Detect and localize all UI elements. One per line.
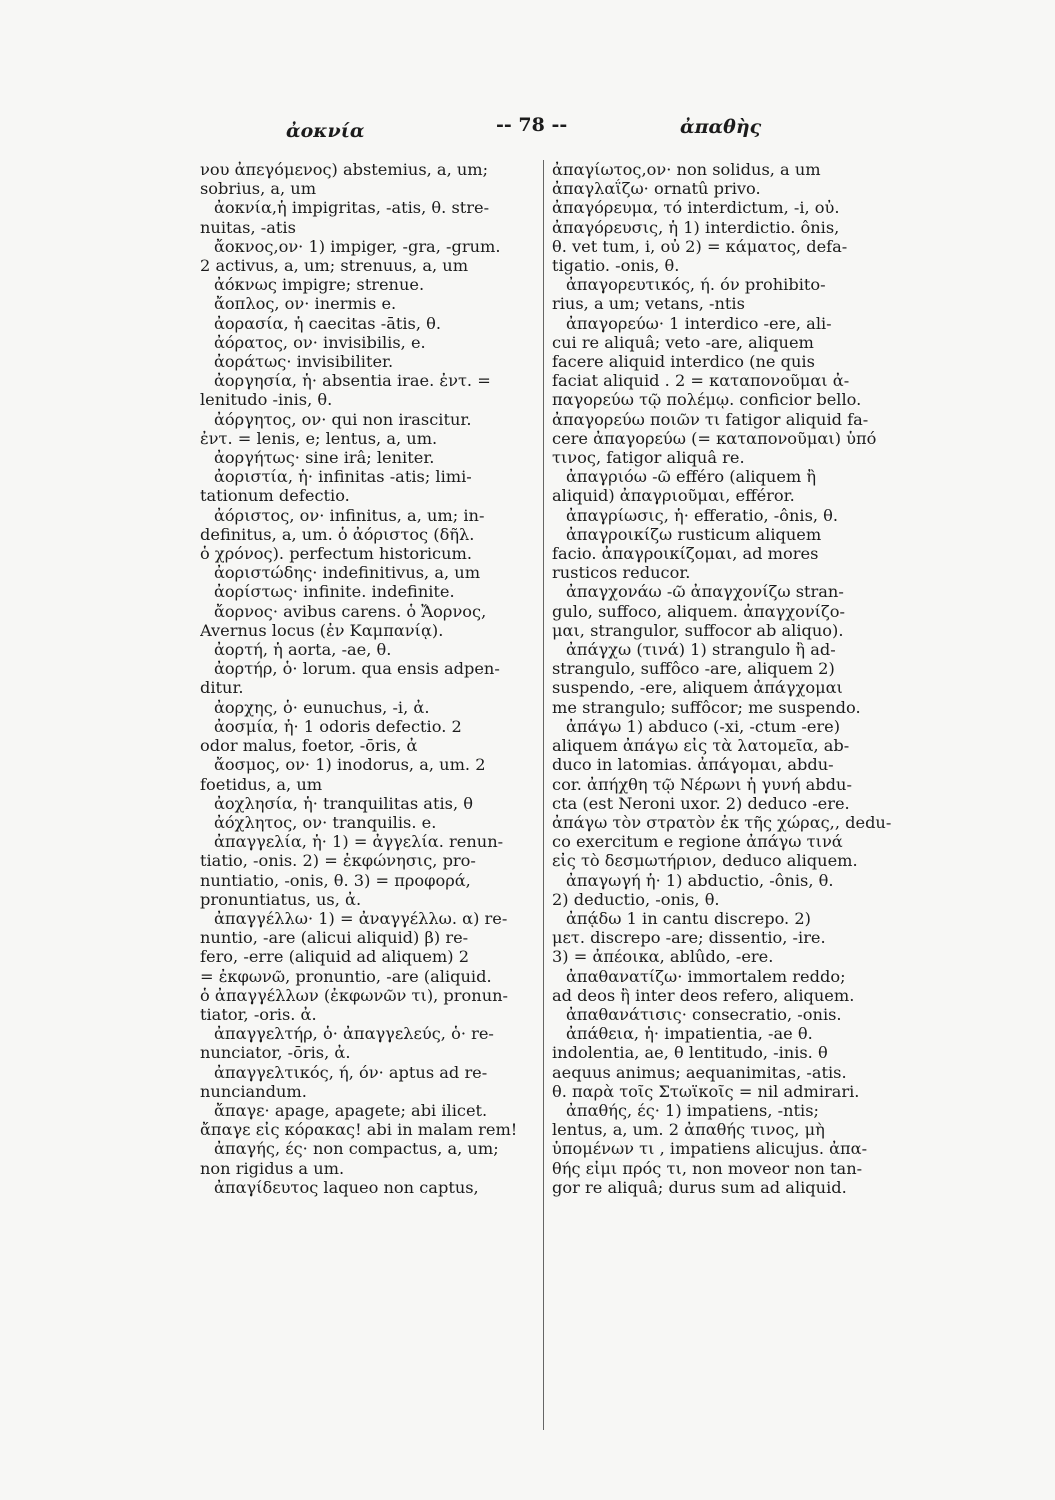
text-line: faciat aliquid . 2 = καταπονοῦμαι ἀ- <box>552 371 850 391</box>
text-line: cor. ἀπήχθη τῷ Νέρωνι ἡ γυνή abdu- <box>552 774 852 794</box>
text-line: ἀπαθής, ές· 1) impatiens, -ntis; <box>566 1100 819 1120</box>
text-line: ἀπαγωγή ἡ· 1) abductio, -ônis, θ. <box>566 870 834 890</box>
right-column <box>552 160 900 1440</box>
text-line: θ. vet tum, i, οὐ 2) = κάματος, defa- <box>552 236 848 256</box>
text-line: ἀπαγγελία, ἡ· 1) = ἀγγελία. renun- <box>214 832 504 852</box>
text-line: ἀπαγγελτικός, ή, όν· aptus ad re- <box>214 1062 488 1082</box>
text-line: ἀπαγριόω -ῶ efféro (aliquem ἢ <box>566 467 817 487</box>
text-line: ἐντ. = lenis, e; lentus, a, um. <box>200 428 438 448</box>
text-line: παγορεύω τῷ πολέμῳ. conficior bello. <box>552 390 862 410</box>
text-line: Avernus locus (ἐν Καμπανίᾳ). <box>200 620 444 640</box>
text-line: tationum defectio. <box>200 486 350 506</box>
text-line: rusticos reducor. <box>552 563 691 583</box>
text-line: cere ἀπαγορεύω (= καταπονοῦμαι) ὑπό <box>552 428 877 448</box>
text-line: facio. ἀπαγροικίζομαι, ad mores <box>552 544 819 564</box>
text-line: gor re aliquâ; durus sum ad aliquid. <box>552 1177 847 1197</box>
text-line: ἄοσμος, ον· 1) inodorus, a, um. 2 <box>214 755 486 775</box>
text-line: indolentia, ae, θ lentitudo, -inis. θ <box>552 1043 828 1063</box>
right-guide-word: ἀπαθὴς <box>680 116 762 138</box>
text-line: ἀπαγορεύω· 1 interdico -ere, ali- <box>566 313 832 333</box>
text-line: θ. παρὰ τοῖς Στωϊκοῖς = nil admirari. <box>552 1081 860 1101</box>
text-line: 2 activus, a, um; strenuus, a, um <box>200 256 469 276</box>
text-line: = ἐκφωνῶ, pronuntio, -are (aliquid. <box>200 966 492 986</box>
text-line: εἰς τὸ δεσμωτήριον, deduco aliquem. <box>552 851 858 871</box>
text-line: suspendo, -ere, aliquem ἀπάγχομαι <box>552 678 843 698</box>
text-line: 2) deductio, -onis, θ. <box>552 889 720 909</box>
text-line: lentus, a, um. 2 ἀπαθής τινος, μὴ <box>552 1120 825 1140</box>
text-line: ἀοριστώδης· indefinitivus, a, um <box>214 563 481 583</box>
text-line: sobrius, a, um <box>200 179 317 199</box>
text-line: ἀπαγής, ές· non compactus, a, um; <box>214 1139 499 1159</box>
text-line: foetidus, a, um <box>200 774 323 794</box>
text-line: ἀορασία, ἡ caecitas -ātis, θ. <box>214 313 442 333</box>
text-line: ἀορίστως· infinite. indefinite. <box>214 582 455 602</box>
text-line: nuitas, -atis <box>200 217 296 237</box>
text-line: ἀπαθανάτισις· consecratio, -onis. <box>566 1004 842 1024</box>
text-line: strangulo, suffôco -are, aliquem 2) <box>552 659 835 679</box>
text-line: ἀπαγροικίζω rusticum aliquem <box>566 524 822 544</box>
text-line: ἀόρατος, ον· invisibilis, e. <box>214 332 426 352</box>
text-line: rius, a um; vetans, -ntis <box>552 294 745 314</box>
text-line: ἀπαγόρευσις, ἡ 1) interdictio. ônis, <box>552 217 840 237</box>
text-line: ἀπαγρίωσις, ἡ· efferatio, -ônis, θ. <box>566 505 839 525</box>
text-line: aliquem ἀπάγω εἰς τὰ λατομεῖα, ab- <box>552 736 850 756</box>
text-line: ἀπαγλαΐζω· ornatû privo. <box>552 179 761 199</box>
text-line: ἀπᾴδω 1 in cantu discrepo. 2) <box>566 908 811 928</box>
text-line: nuntiatio, -onis, θ. 3) = προφορά, <box>200 870 471 890</box>
text-line: cui re aliquâ; veto -are, aliquem <box>552 332 814 352</box>
text-line: ad deos ἢ inter deos refero, aliquem. <box>552 985 855 1005</box>
text-line: ἄοπλος, ον· inermis e. <box>214 294 397 314</box>
text-line: ἀορτή, ἡ aorta, -ae, θ. <box>214 640 392 660</box>
text-line: μαι, strangulor, suffocor ab aliquo). <box>552 620 844 640</box>
text-line: ὁ χρόνος). perfectum historicum. <box>200 544 473 564</box>
text-line: ἀοκνία,ἡ impigritas, -atis, θ. stre- <box>214 198 490 218</box>
text-line: ἀπαγγελτήρ, ὁ· ἀπαγγελεύς, ὁ· re- <box>214 1024 494 1044</box>
text-line: ἀόργητος, ον· qui non irascitur. <box>214 409 472 429</box>
text-line: ἀοσμία, ἡ· 1 odoris defectio. 2 <box>214 716 462 736</box>
text-line: ἀόριστος, ον· infinitus, a, um; in- <box>214 505 485 525</box>
text-line: odor malus, foetor, -ōris, ἀ <box>200 736 418 756</box>
text-line: ἀπαγίωτος,ον· non solidus, a um <box>552 160 821 179</box>
text-line: ἀπαγορεύω ποιῶν τι fatigor aliquid fa- <box>552 409 869 429</box>
text-line: ἀοράτως· invisibiliter. <box>214 352 394 372</box>
text-line: ἀπάγω 1) abduco (-xi, -ctum -ere) <box>566 716 841 736</box>
text-line: ἀοριστία, ἡ· infinitas -atis; limi- <box>214 467 472 487</box>
text-line: definitus, a, um. ὁ ἀόριστος (δῆλ. <box>200 524 475 544</box>
text-line: nunciator, -ōris, ἀ. <box>200 1043 351 1063</box>
text-line: ἀπαγορευτικός, ή. όν prohibito- <box>566 275 826 295</box>
text-line: facere aliquid interdico (ne quis <box>552 352 815 372</box>
text-line: μετ. discrepo -are; dissentio, -ire. <box>552 928 826 948</box>
text-line: ἀπάγω τὸν στρατὸν ἐκ τῆς χώρας,, dedu- <box>552 812 892 832</box>
text-line: nuntio, -are (alicui aliquid) β) re- <box>200 928 469 948</box>
text-line: θής εἰμι πρός τι, non moveor non tan- <box>552 1158 863 1178</box>
text-line: ἀόχλητος, ον· tranquilis. e. <box>214 812 437 832</box>
text-line: me strangulo; suffôcor; me suspendo. <box>552 697 861 717</box>
text-line: νου ἀπεγόμενος) abstemius, a, um; <box>200 160 489 179</box>
text-line: ἄπαγε· apage, apagete; abi ilicet. <box>214 1100 488 1120</box>
text-line: lenitudo -inis, θ. <box>200 390 333 410</box>
text-line: ἀπαθανατίζω· immortalem reddo; <box>566 966 846 986</box>
text-line: ἀπαγόρευμα, τό interdictum, -i, οὐ. <box>552 198 840 218</box>
text-line: ἀοχλησία, ἡ· tranquilitas atis, θ <box>214 793 473 813</box>
text-line: ἄπαγε εἰς κόρακας! abi in malam rem! <box>200 1120 518 1140</box>
text-line: cta (est Neroni uxor. 2) deduco -ere. <box>552 793 850 813</box>
left-column <box>200 160 538 1440</box>
text-line: tigatio. -onis, θ. <box>552 256 680 276</box>
text-line: ἄορνος· avibus carens. ὁ Ἄορνος, <box>214 601 487 621</box>
text-line: gulo, suffoco, aliquem. ἀπαγχονίζο- <box>552 601 846 621</box>
text-line: co exercitum e regione ἀπάγω τινά <box>552 832 843 852</box>
text-line: 3) = ἀπέοικα, ablûdo, -ere. <box>552 947 774 967</box>
text-line: aequus animus; aequanimitas, -atis. <box>552 1062 847 1082</box>
text-line: ἄοκνος,ον· 1) impiger, -gra, -grum. <box>214 236 501 256</box>
page-number: -- 78 -- <box>496 114 568 136</box>
text-line: ἀορτήρ, ὁ· lorum. qua ensis adpen- <box>214 659 500 679</box>
text-line: τινος, fatigor aliquâ re. <box>552 448 745 468</box>
text-line: non rigidus a um. <box>200 1158 345 1178</box>
text-line: ἀπαγγέλλω· 1) = ἀναγγέλλω. α) re- <box>214 908 508 928</box>
text-line: ἀοργήτως· sine irâ; leniter. <box>214 448 435 468</box>
page-header <box>0 112 1055 152</box>
text-line: ditur. <box>200 678 244 698</box>
text-line: duco in latomias. ἀπάγομαι, abdu- <box>552 755 834 775</box>
text-line: ἀπάγχω (τινά) 1) strangulo ἢ ad- <box>566 640 836 660</box>
text-line: ἀορχης, ὁ· eunuchus, -i, ἀ. <box>214 697 430 717</box>
text-line: tiator, -oris. ἀ. <box>200 1004 317 1024</box>
column-divider <box>543 160 544 1430</box>
text-line: ἀπαγχονάω -ῶ ἀπαγχονίζω stran- <box>566 582 844 602</box>
text-line: pronuntiatus, us, ἀ. <box>200 889 362 909</box>
text-line: aliquid) ἀπαγριοῦμαι, efféror. <box>552 486 795 506</box>
text-line: tiatio, -onis. 2) = ἐκφώνησις, pro- <box>200 851 476 871</box>
text-line: nunciandum. <box>200 1081 307 1101</box>
text-line: ἀπαγίδευτος laqueo non captus, <box>214 1177 479 1197</box>
text-line: ἀόκνως impigre; strenue. <box>214 275 425 295</box>
text-line: fero, -erre (aliquid ad aliquem) 2 <box>200 947 470 967</box>
text-line: ἀπάθεια, ἡ· impatientia, -ae θ. <box>566 1024 813 1044</box>
left-guide-word: ἀοκνία <box>286 120 365 142</box>
text-line: ὑπομένων τι , impatiens alicujus. ἀπα- <box>552 1139 868 1159</box>
text-line: ἀοργησία, ἡ· absentia irae. ἐντ. = <box>214 371 491 391</box>
text-line: ὁ ἀπαγγέλλων (ἐκφωνῶν τι), pronun- <box>200 985 509 1005</box>
